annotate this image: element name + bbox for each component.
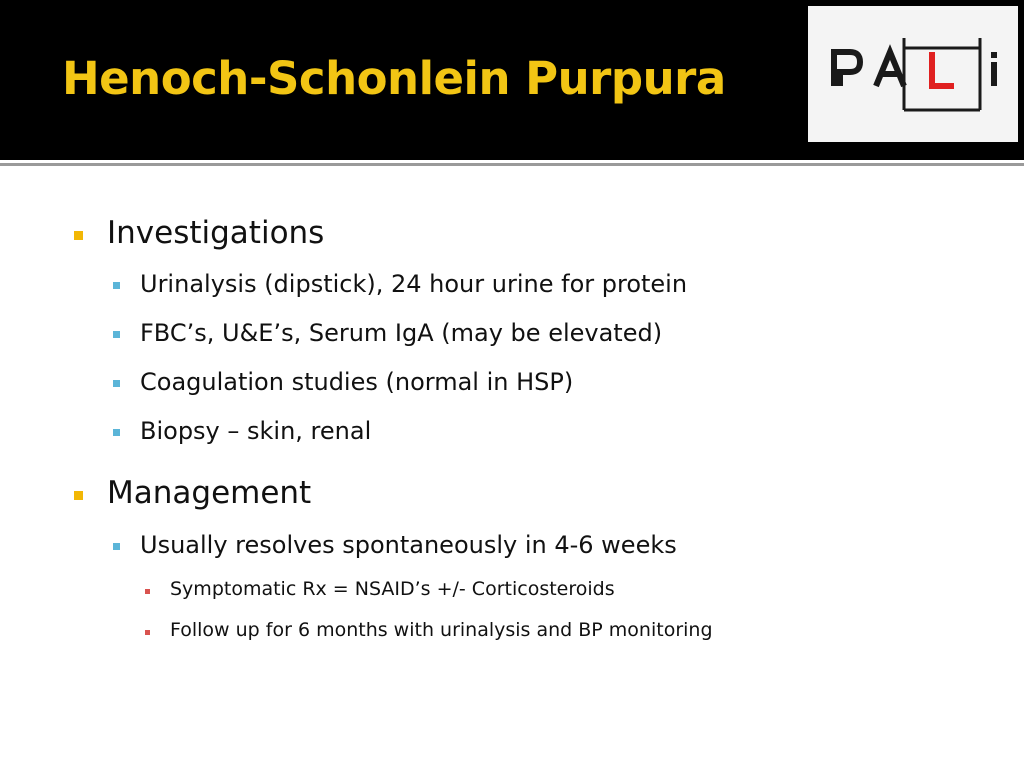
bullet-text: Follow up for 6 months with urinalysis and BP monitoring xyxy=(170,619,713,641)
list-item xyxy=(140,417,371,445)
list-item xyxy=(140,368,573,396)
bullet-text: Coagulation studies (normal in HSP) xyxy=(140,368,574,396)
list-item xyxy=(140,531,677,559)
bullet-marker xyxy=(113,282,120,289)
bullet-management xyxy=(107,475,311,511)
bullet-marker xyxy=(113,331,120,338)
bullet-text: Symptomatic Rx = NSAID’s +/- Corticosteroids xyxy=(170,578,615,600)
list-item xyxy=(170,619,713,641)
bullet-marker xyxy=(113,429,120,436)
list-item xyxy=(170,578,615,600)
bullet-marker xyxy=(145,589,150,594)
list-item xyxy=(140,270,687,298)
bullet-marker xyxy=(145,630,150,635)
bullet-marker xyxy=(74,491,83,500)
bullet-marker xyxy=(113,380,120,387)
bullet-investigations xyxy=(107,215,324,251)
bullet-marker xyxy=(113,543,120,550)
list-item xyxy=(140,319,662,347)
bullet-text: FBC’s, U&E’s, Serum IgA (may be elevated) xyxy=(140,319,663,347)
bullet-text: Biopsy – skin, renal xyxy=(140,417,372,445)
bullet-marker xyxy=(74,231,83,240)
bullet-text: Investigations xyxy=(107,215,325,251)
bullet-text: Management xyxy=(107,475,312,511)
slide-title: Henoch-Schonlein Purpura xyxy=(62,52,726,105)
bullet-text: Usually resolves spontaneously in 4-6 weeks xyxy=(140,531,677,559)
bullet-text: Urinalysis (dipstick), 24 hour urine for protein xyxy=(140,270,688,298)
